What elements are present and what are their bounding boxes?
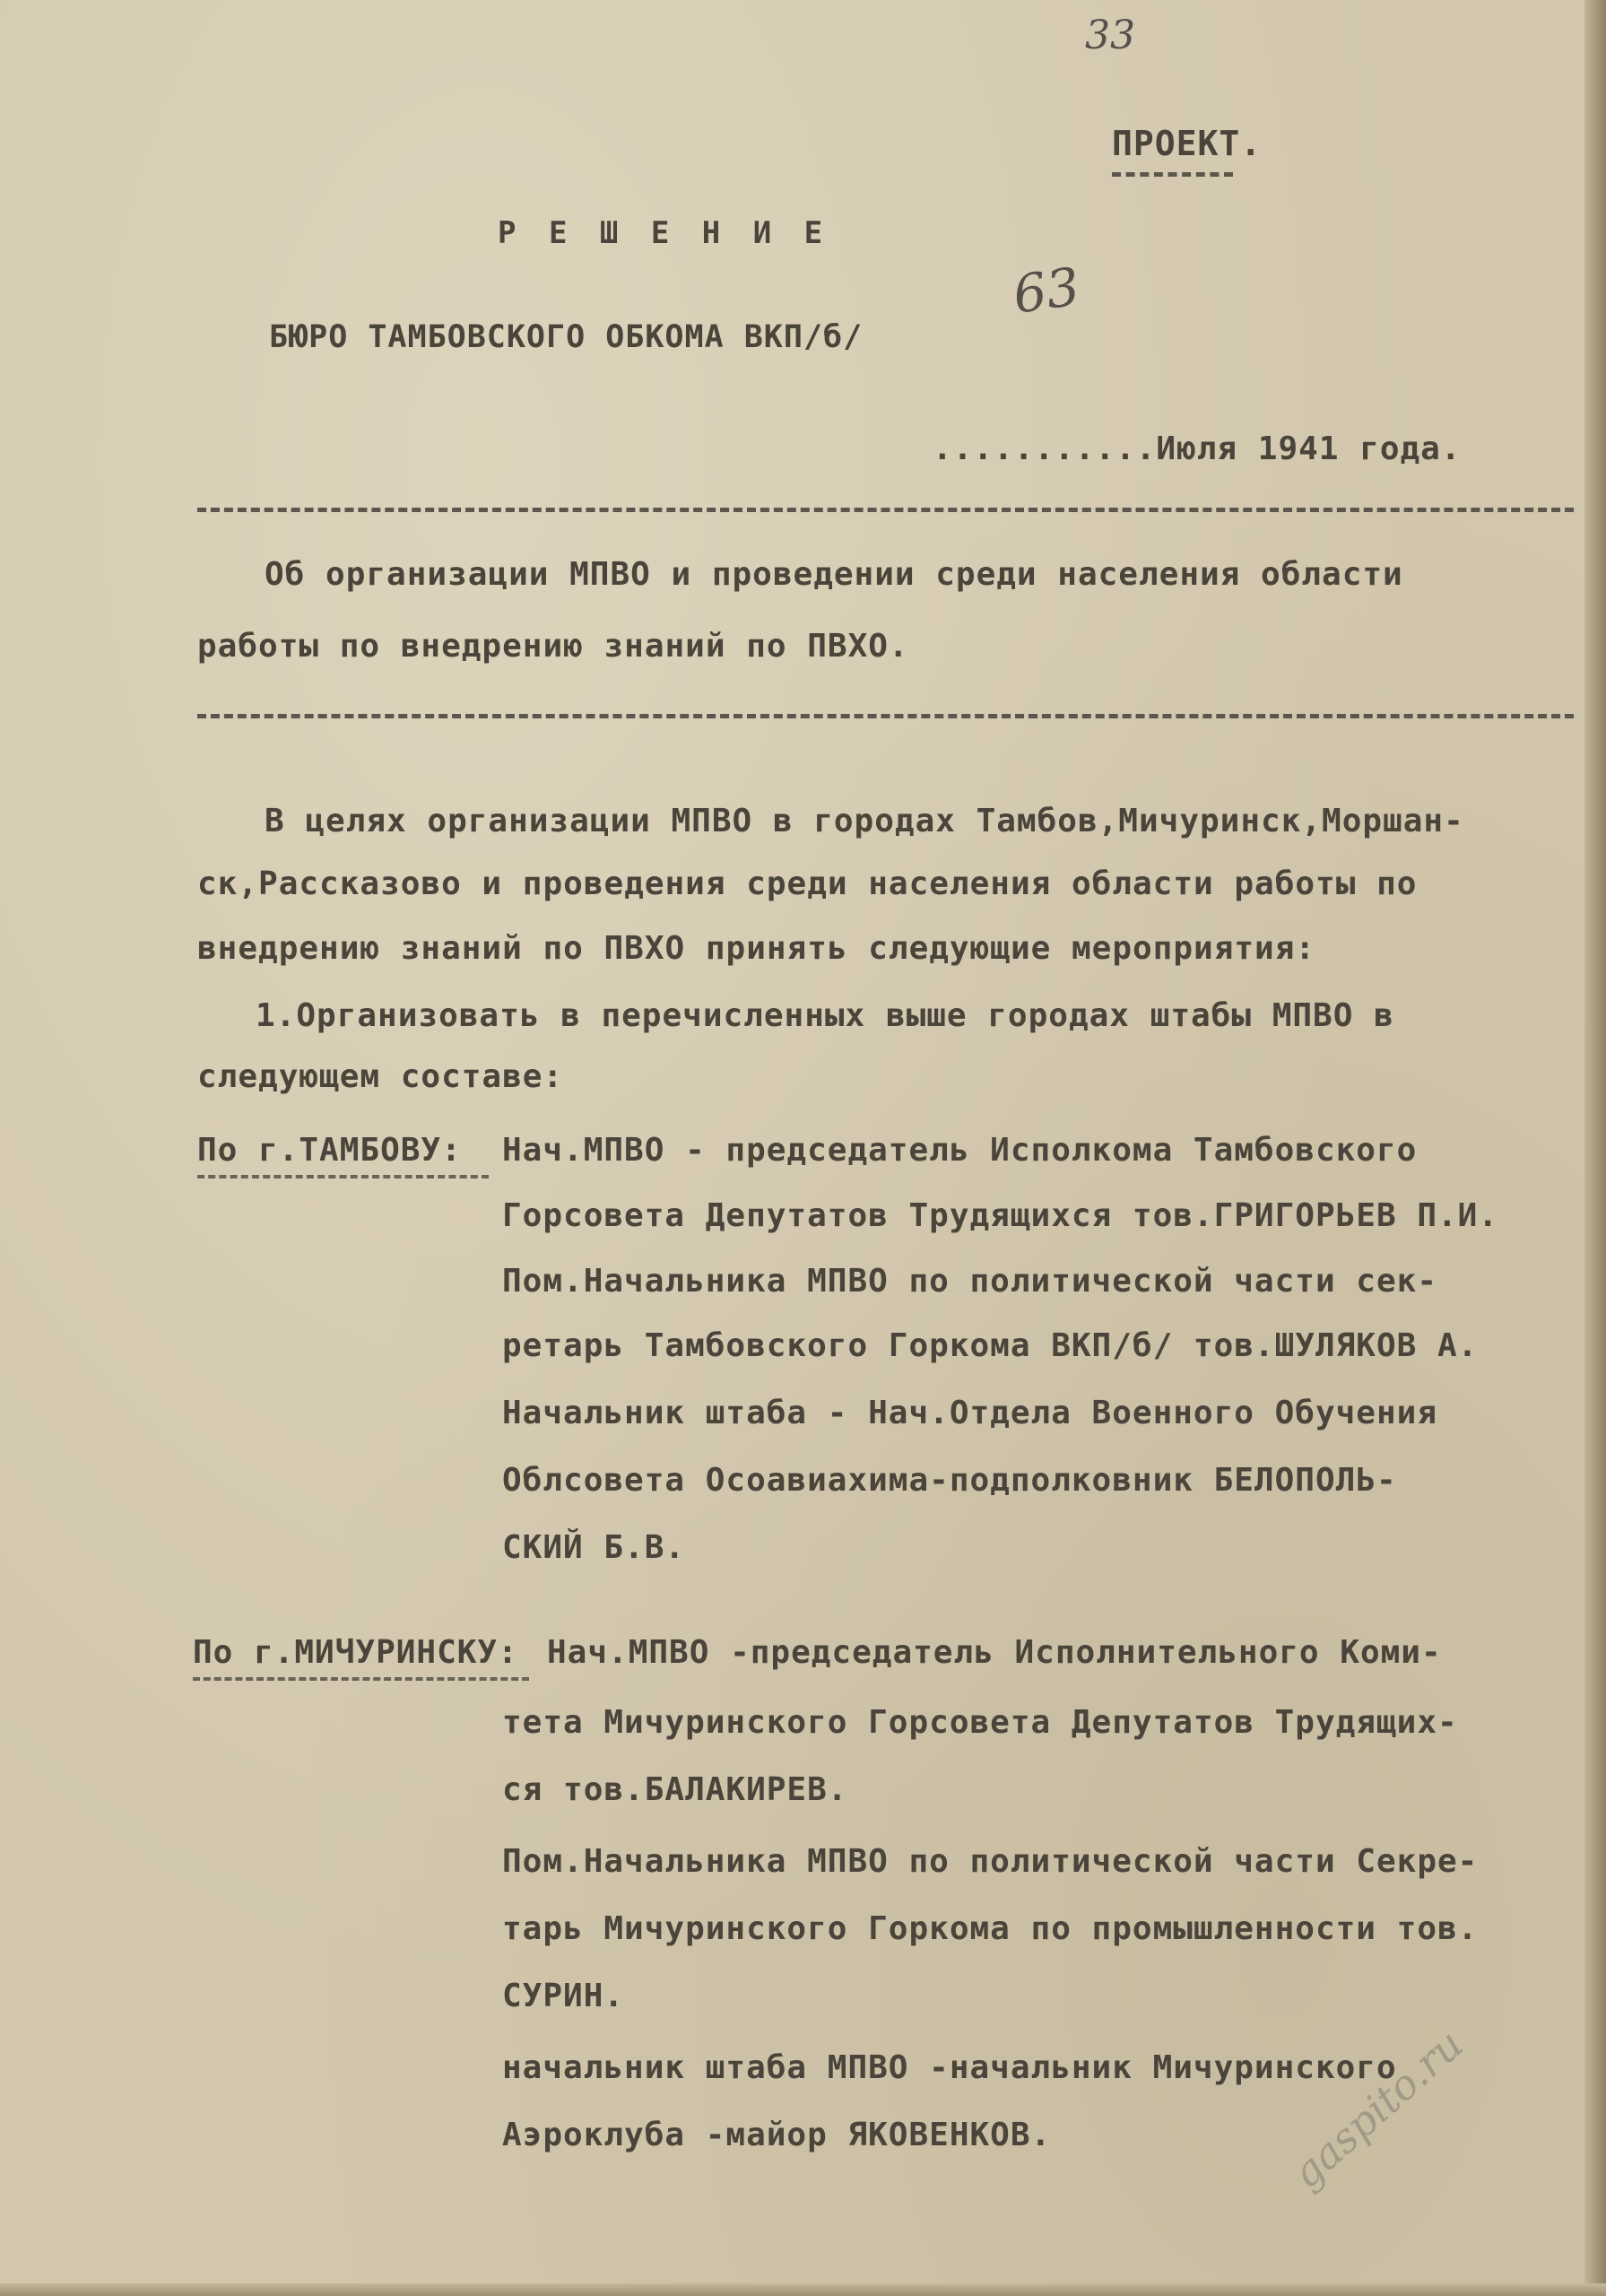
handwritten-decision-number: 63: [1009, 256, 1084, 326]
michurinsk-line-8: Аэроклуба -майор ЯКОВЕНКОВ.: [502, 2117, 1052, 2153]
tambov-label: По г.ТАМБОВУ:: [197, 1132, 462, 1169]
page-number: 33: [1085, 13, 1135, 58]
date-line: ...........Июля 1941 года.: [933, 430, 1462, 467]
subject-line-2: работы по внедрению знаний по ПВХО.: [197, 628, 909, 665]
michurinsk-line-6: СУРИН.: [502, 1978, 625, 2014]
page-edge-shadow: [1584, 0, 1606, 2296]
document-title: Р Е Ш Е Н И Е: [498, 215, 830, 251]
tambov-line-2: Горсовета Депутатов Трудящихся тов.ГРИГОРЬЕВ П.И.: [502, 1197, 1499, 1234]
intro-line-3: внедрению знаний по ПВХО принять следующие мероприятия:: [197, 930, 1316, 967]
subject-line-1: Об организации МПВО и проведении среди населения области: [265, 556, 1403, 593]
page-bottom-edge: [0, 2283, 1606, 2296]
michurinsk-line-2: тета Мичуринского Горсовета Депутатов Трудящих-: [502, 1704, 1458, 1741]
tambov-line-1: Нач.МПВО - председатель Исполкома Тамбовского: [502, 1132, 1418, 1169]
project-underline: [1112, 172, 1233, 177]
michurinsk-line-3: ся тов.БАЛАКИРЕВ.: [502, 1771, 848, 1808]
michurinsk-line-4: Пом.Начальника МПВО по политической части Секре-: [502, 1843, 1479, 1880]
project-stamp: ПРОЕКТ.: [1112, 124, 1263, 163]
document-subtitle: БЮРО ТАМБОВСКОГО ОБКОМА ВКП/б/: [269, 319, 864, 355]
tambov-label-underline: [197, 1175, 489, 1178]
michurinsk-line-7: начальник штаба МПВО -начальник Мичуринского: [502, 2049, 1397, 2086]
michurinsk-line-1: Нач.МПВО -председатель Исполнительного Коми-: [547, 1634, 1442, 1671]
michurinsk-line-5: тарь Мичуринского Горкома по промышленности тов.: [502, 1910, 1479, 1947]
tambov-line-5: Начальник штаба - Нач.Отдела Военного Обучения: [502, 1395, 1437, 1431]
tambov-line-4: ретарь Тамбовского Горкома ВКП/б/ тов.ШУЛЯКОВ А.: [502, 1327, 1479, 1364]
tambov-line-3: Пом.Начальника МПВО по политической части сек-: [502, 1263, 1437, 1300]
intro-line-2: ск,Рассказово и проведения среди населения области работы по: [197, 865, 1418, 902]
intro-line-5: следующем составе:: [197, 1058, 564, 1095]
tambov-line-7: СКИЙ Б.В.: [502, 1529, 686, 1566]
michurinsk-label: По г.МИЧУРИНСКУ:: [193, 1634, 518, 1671]
tambov-line-6: Облсовета Осоавиахима-подполковник БЕЛОПОЛЬ-: [502, 1462, 1397, 1499]
separator-line-2: [197, 714, 1574, 718]
watermark: gaspito.ru: [1282, 2019, 1472, 2198]
intro-line-4: 1.Организовать в перечисленных выше городах штабы МПВО в: [256, 997, 1394, 1034]
michurinsk-label-underline: [193, 1677, 529, 1681]
intro-line-1: В целях организации МПВО в городах Тамбов,Мичуринск,Моршан-: [265, 803, 1464, 839]
separator-line-1: [197, 508, 1574, 512]
